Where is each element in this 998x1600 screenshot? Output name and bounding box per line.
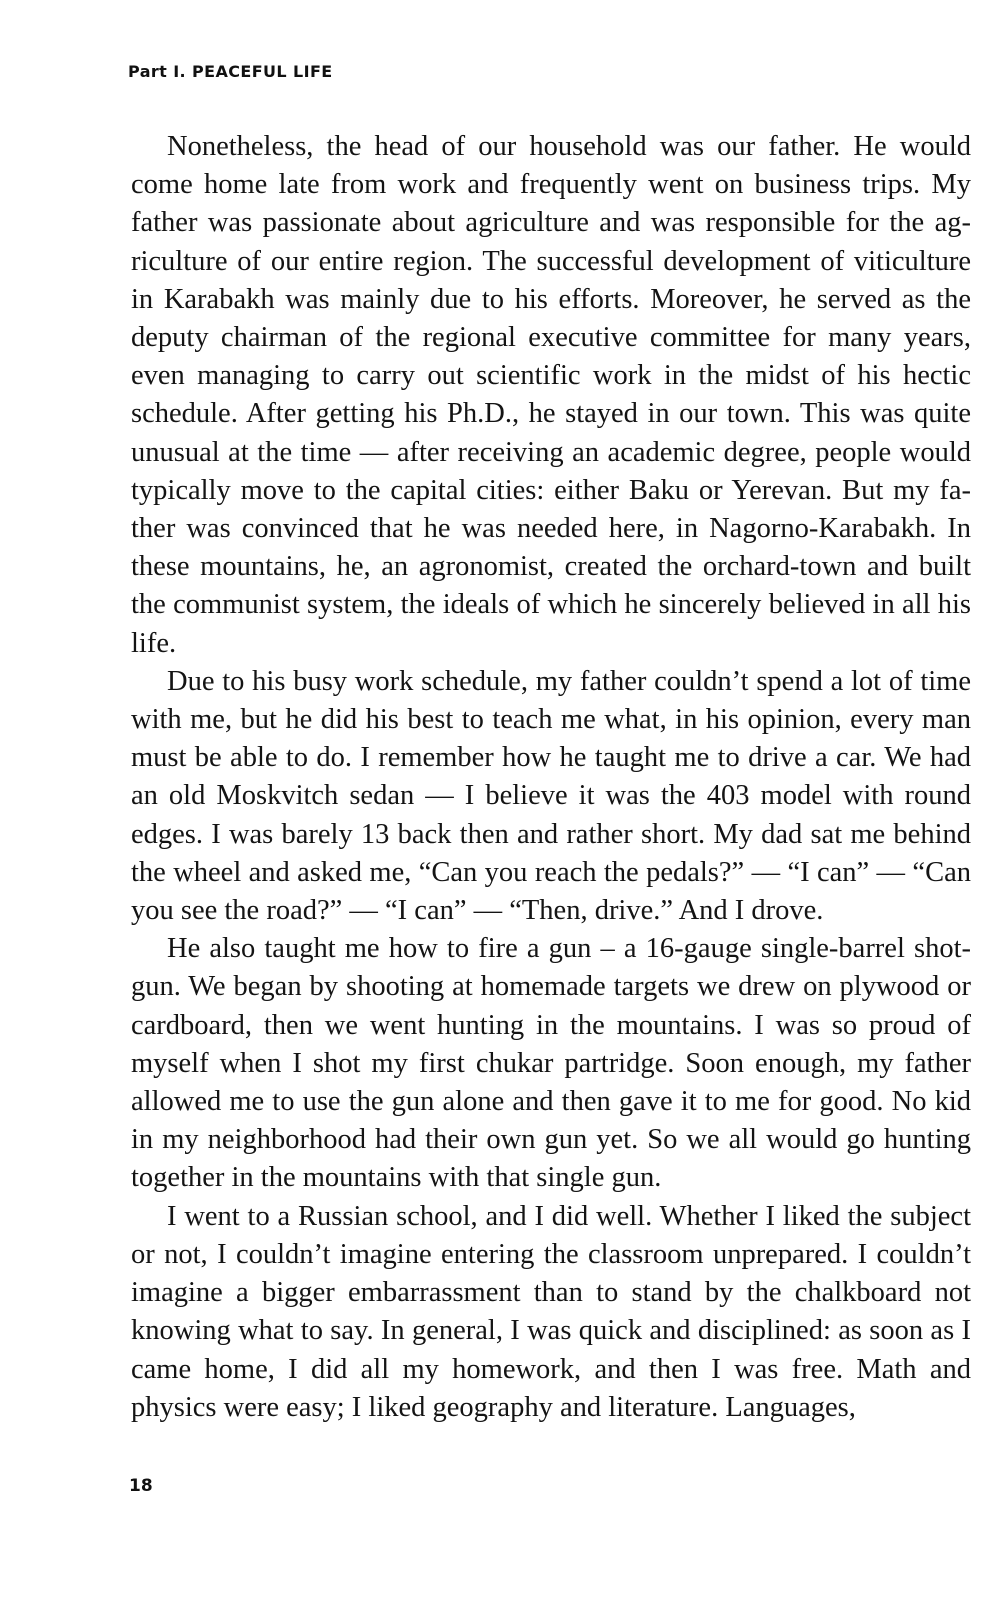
paragraph: He also taught me how to fire a gun – a 16-gauge single-barrel shotgun. We began by shooting at homemade targets we drew on plywood or cardboard, then we went hunting in the mountains. I was so proud of myself when I shot my first chukar partridge. Soon enough, my father allowed me to use the gun alone and then gave it to me for good. No kid in my neighborhood had their own gun yet. So we all would go hunting together in the mountains with that single gun. bbox=[131, 933, 971, 1194]
paragraph: Nonetheless, the head of our household was our father. He would come home late from work and frequently went on business trips. My father was passionate about agriculture and was responsible for the agriculture of our entire region. The successful development of viticulture in Karabakh was mainly due to his efforts. Moreover, he served as the deputy chairman of the regional executive committee for many years, even managing to carry out scientific work in the midst of his hectic schedule. After getting his Ph.D., he stayed in our town. This was quite unusual at the time — after receiving an academic degree, people would typically move to the capital cities: either Baku or Yerevan. But my father was convinced that he was needed here, in Nagorno-Karabakh. In these mountains, he, an agronomist, created the orchard-town and built the communist system, the ideals of which he sincerely believed in all his life. bbox=[131, 131, 971, 659]
body-text bbox=[131, 128, 971, 1427]
paragraph: I went to a Russian school, and I did well. Whether I liked the subject or not, I couldn’t imagine entering the classroom unprepared. I couldn’t imagine a bigger embarrassment than to stand by the chalkboard not knowing what to say. In general, I was quick and disciplined: as soon as I came home, I did all my homework, and then I was free. Math and physics were easy; I liked geography and literature. Languages, bbox=[131, 1200, 971, 1423]
paragraph: Due to his busy work schedule, my father couldn’t spend a lot of time with me, but he did his best to teach me what, in his opinion, every man must be able to do. I remember how he taught me to drive a car. We had an old Moskvitch sedan — I believe it was the 403 model with round edges. I was barely 13 back then and rather short. My dad sat me behind the wheel and asked me, “Can you reach the pedals?” — “I can” — “Can you see the road?” — “I can” — “Then, drive.” And I drove. bbox=[131, 665, 971, 927]
page-number: 18 bbox=[129, 1476, 153, 1496]
running-head: Part I. PEACEFUL LIFE bbox=[128, 62, 333, 81]
